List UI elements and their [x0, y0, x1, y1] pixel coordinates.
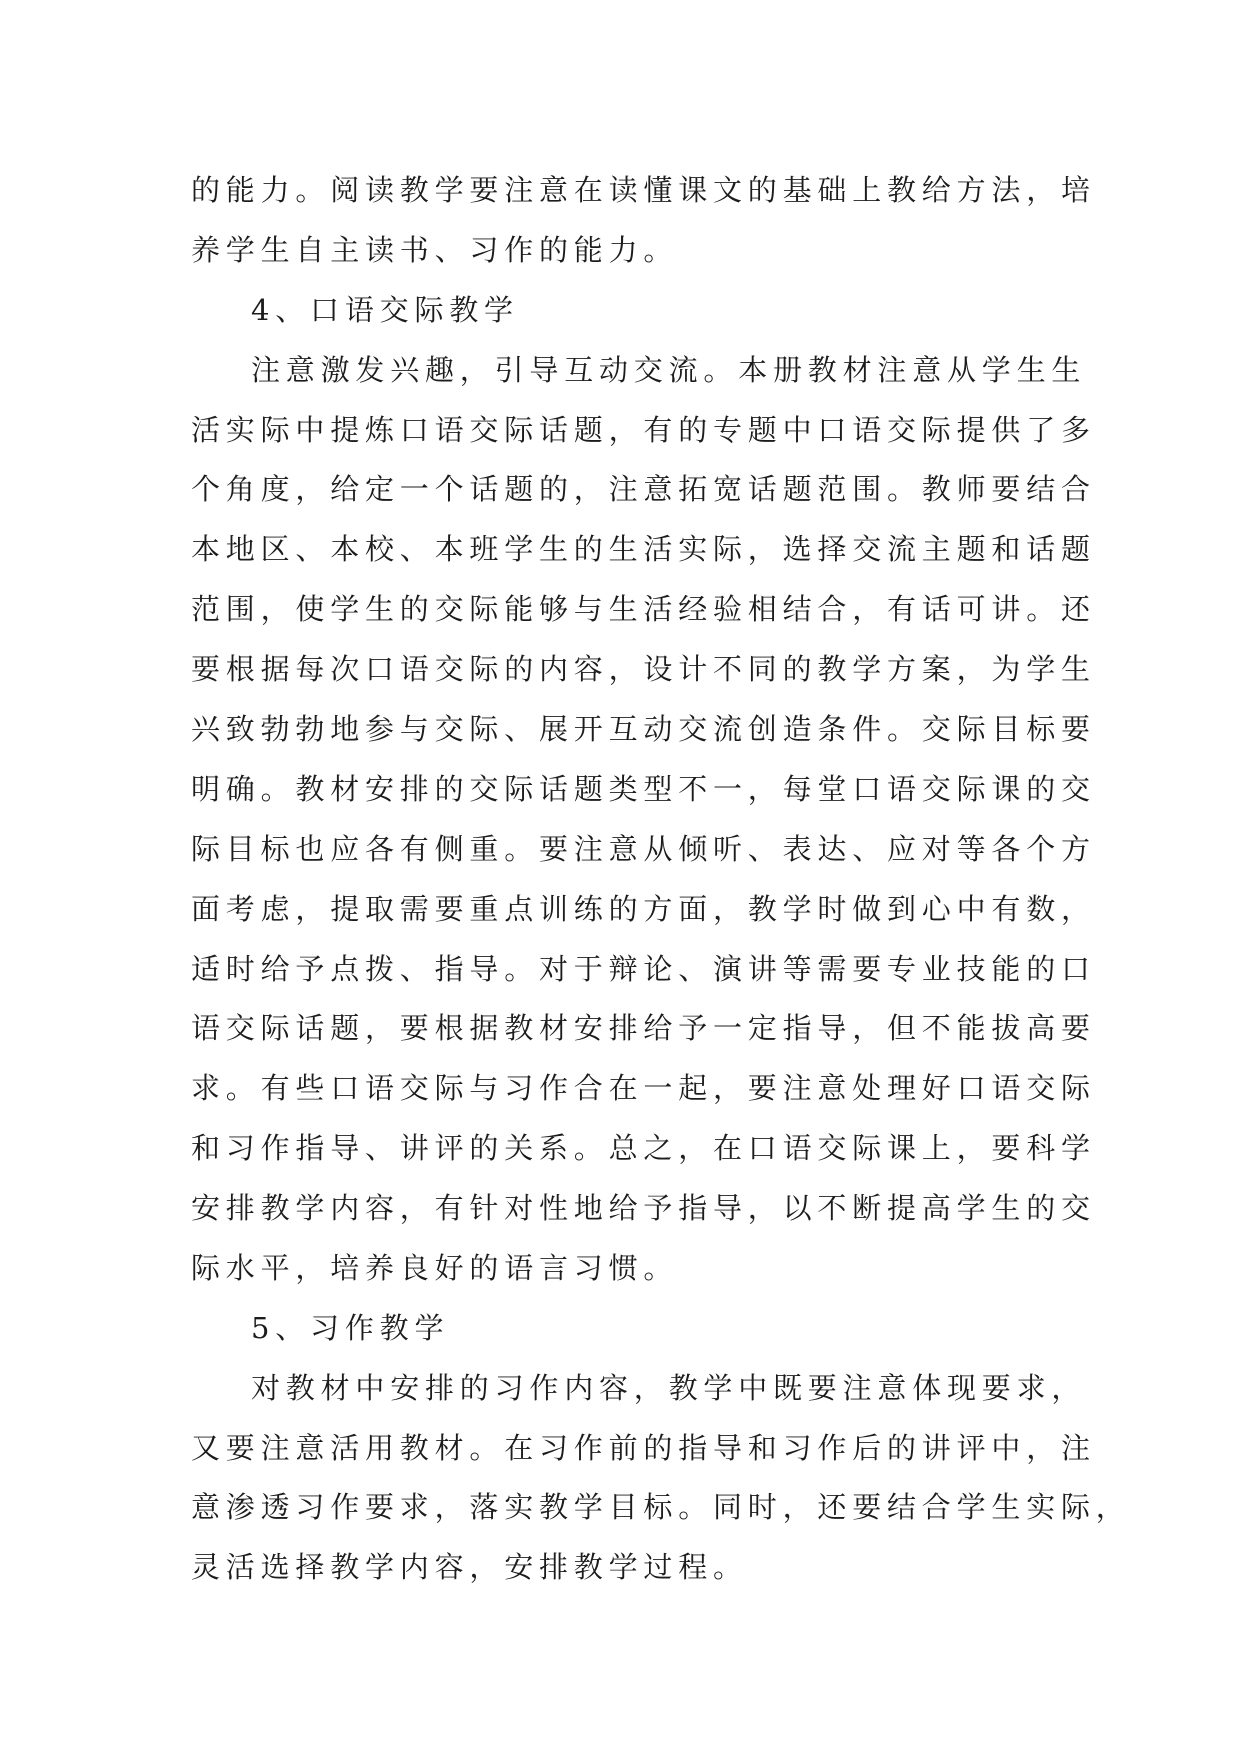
paragraph-line: 明确。教材安排的交际话题类型不一，每堂口语交际课的交	[191, 772, 1096, 806]
paragraph-line: 际水平，培养良好的语言习惯。	[191, 1251, 679, 1285]
paragraph-line: 际目标也应各有侧重。要注意从倾听、表达、应对等各个方	[191, 832, 1096, 866]
paragraph-line: 和习作指导、讲评的关系。总之，在口语交际课上，要科学	[191, 1131, 1096, 1165]
paragraph-line: 注意激发兴趣，引导互动交流。本册教材注意从学生生	[251, 353, 1087, 387]
paragraph-line: 本地区、本校、本班学生的生活实际，选择交流主题和话题	[191, 532, 1096, 566]
paragraph-line: 活实际中提炼口语交际话题，有的专题中口语交际提供了多	[191, 413, 1096, 447]
paragraph-line: 意渗透习作要求，落实教学目标。同时，还要结合学生实际，	[191, 1490, 1131, 1524]
section-heading: 4、口语交际教学	[251, 293, 519, 327]
paragraph-line: 面考虑，提取需要重点训练的方面，教学时做到心中有数，	[191, 892, 1096, 926]
paragraph-line: 又要注意活用教材。在习作前的指导和习作后的讲评中，注	[191, 1431, 1096, 1465]
paragraph-line: 范围，使学生的交际能够与生活经验相结合，有话可讲。还	[191, 592, 1096, 626]
paragraph-line: 兴致勃勃地参与交际、展开互动交流创造条件。交际目标要	[191, 712, 1096, 746]
paragraph-line: 养学生自主读书、习作的能力。	[191, 233, 679, 267]
paragraph-line: 灵活选择教学内容，安排教学过程。	[191, 1550, 748, 1584]
paragraph-line: 要根据每次口语交际的内容，设计不同的教学方案，为学生	[191, 652, 1096, 686]
paragraph-line: 对教材中安排的习作内容，教学中既要注意体现要求，	[251, 1371, 1087, 1405]
paragraph-line: 安排教学内容，有针对性地给予指导，以不断提高学生的交	[191, 1191, 1096, 1225]
paragraph-line: 适时给予点拨、指导。对于辩论、演讲等需要专业技能的口	[191, 952, 1096, 986]
paragraph-line: 的能力。阅读教学要注意在读懂课文的基础上教给方法，培	[191, 173, 1096, 207]
section-heading: 5、习作教学	[251, 1311, 450, 1345]
paragraph-line: 个角度，给定一个话题的，注意拓宽话题范围。教师要结合	[191, 472, 1096, 506]
paragraph-line: 语交际话题，要根据教材安排给予一定指导，但不能拔高要	[191, 1011, 1096, 1045]
paragraph-line: 求。有些口语交际与习作合在一起，要注意处理好口语交际	[191, 1071, 1096, 1105]
